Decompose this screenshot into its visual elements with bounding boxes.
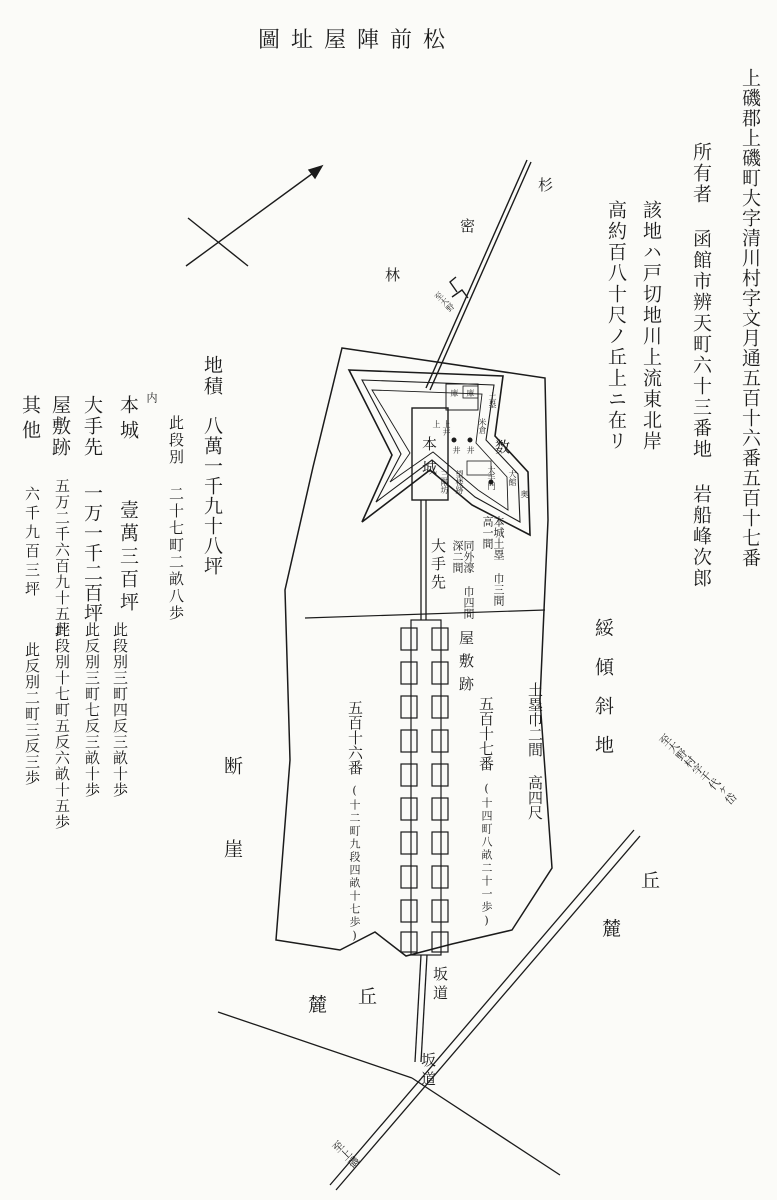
- area-breakdown-label: 内: [145, 392, 158, 403]
- area-total: 八萬一千九十八坪: [201, 416, 223, 576]
- label-moat-note: 同外濠 巾四間 深二間: [451, 540, 475, 619]
- label-dorui-dims: 土塁巾二間 高四尺: [526, 682, 544, 820]
- label-kura2: 庫: [466, 389, 475, 397]
- label-lot517: 五百十七番: [477, 696, 495, 771]
- item-conv-ote: 此反別三町七反三畝十歩: [83, 622, 101, 798]
- label-dorui1: 土塁: [488, 392, 497, 408]
- item-conv-honjo: 此段別三町四反三畝十歩: [111, 622, 129, 798]
- site-boundary: [276, 348, 552, 956]
- label-kazu: 数: [495, 438, 511, 456]
- label-sakamichi: 坂道: [431, 966, 449, 1004]
- area-heading: 地積: [201, 355, 223, 397]
- label-kome: 米倉: [478, 418, 487, 434]
- label-ote: 大手先: [429, 538, 447, 592]
- item-value-ote: 一万一千二百坪: [81, 483, 103, 623]
- item-name-yashiki: 屋敷跡: [49, 395, 71, 458]
- item-name-other: 其他: [19, 395, 41, 445]
- label-mitsu: 密: [460, 217, 476, 235]
- item-value-honjo: 壹萬三百坪: [117, 500, 139, 615]
- item-name-honjo: 本城: [117, 395, 139, 445]
- item-conv-yashiki: 此段別十七町五反六畝十五歩: [53, 622, 71, 830]
- house-lots: [401, 620, 448, 955]
- label-gate2: 大館: [508, 470, 517, 486]
- label-yashiki: 屋敷跡: [457, 630, 475, 699]
- label-kami-ido2: 上: [432, 420, 441, 428]
- south-roads: [218, 830, 640, 1190]
- item-conv-other: 此反別二町三反三歩: [23, 642, 41, 786]
- item-name-ote: 大手先: [81, 395, 103, 458]
- area-total-conversion: 此段別 二十七町二畝八歩: [167, 415, 185, 622]
- situation-text: 該地ハ戸切地川上流東北岸: [640, 200, 662, 452]
- label-lot516: 五百十六番: [346, 700, 364, 775]
- label-lot516-area: (十二町九段四畝十七歩): [348, 784, 361, 944]
- label-ido2: 井: [466, 446, 475, 454]
- address-text: 上磯郡上磯町大字清川村字文月通五百十六番五百十七番: [739, 68, 761, 568]
- label-to-kamiiso: 至上磯: [329, 1138, 362, 1171]
- label-fumoto2: 麓: [308, 994, 328, 1016]
- label-hayashi: 林: [385, 266, 401, 284]
- label-sugi: 杉: [538, 176, 554, 194]
- label-to-oono: 至大野: [432, 289, 457, 314]
- label-to-road: 至大野村字千代ヶ岱: [656, 731, 739, 808]
- north-road: [426, 160, 531, 390]
- label-gate1: 大手門: [487, 466, 496, 490]
- label-fumoto: 麓: [602, 918, 622, 940]
- label-lot517-area: (十四町八畝二十一歩): [480, 782, 493, 929]
- label-kura: 庫: [450, 389, 459, 397]
- label-cliff: 断崖: [221, 756, 243, 922]
- label-honjo: 本城: [420, 436, 438, 484]
- north-arrow-icon: [186, 166, 322, 266]
- label-gate3: 奥: [520, 490, 529, 498]
- label-sakamichi2: 坂道: [419, 1052, 437, 1090]
- zone-divider: [305, 610, 545, 618]
- label-oka2: 丘: [358, 986, 378, 1008]
- label-oka: 丘: [641, 870, 661, 892]
- item-value-yashiki: 五万二千六百九十五坪: [53, 478, 71, 638]
- label-kami-ido: 上井: [442, 420, 451, 436]
- label-sub: 望楼跡: [455, 470, 464, 494]
- item-value-other: 六千九百三坪: [23, 486, 41, 600]
- label-dorui-note: 本城土塁 巾三間 高一間: [481, 516, 505, 606]
- map-title: 圖址屋陣前松: [258, 28, 457, 53]
- label-slope: 綏傾斜地: [592, 618, 614, 774]
- label-ido: 井: [452, 446, 461, 454]
- owner-text: 所有者 函館市辨天町六十三番地 岩船峰次郎: [690, 142, 712, 589]
- label-sub2: 三階坊: [440, 470, 449, 494]
- height-text: 高約百八十尺ノ丘上ニ在リ: [605, 200, 627, 452]
